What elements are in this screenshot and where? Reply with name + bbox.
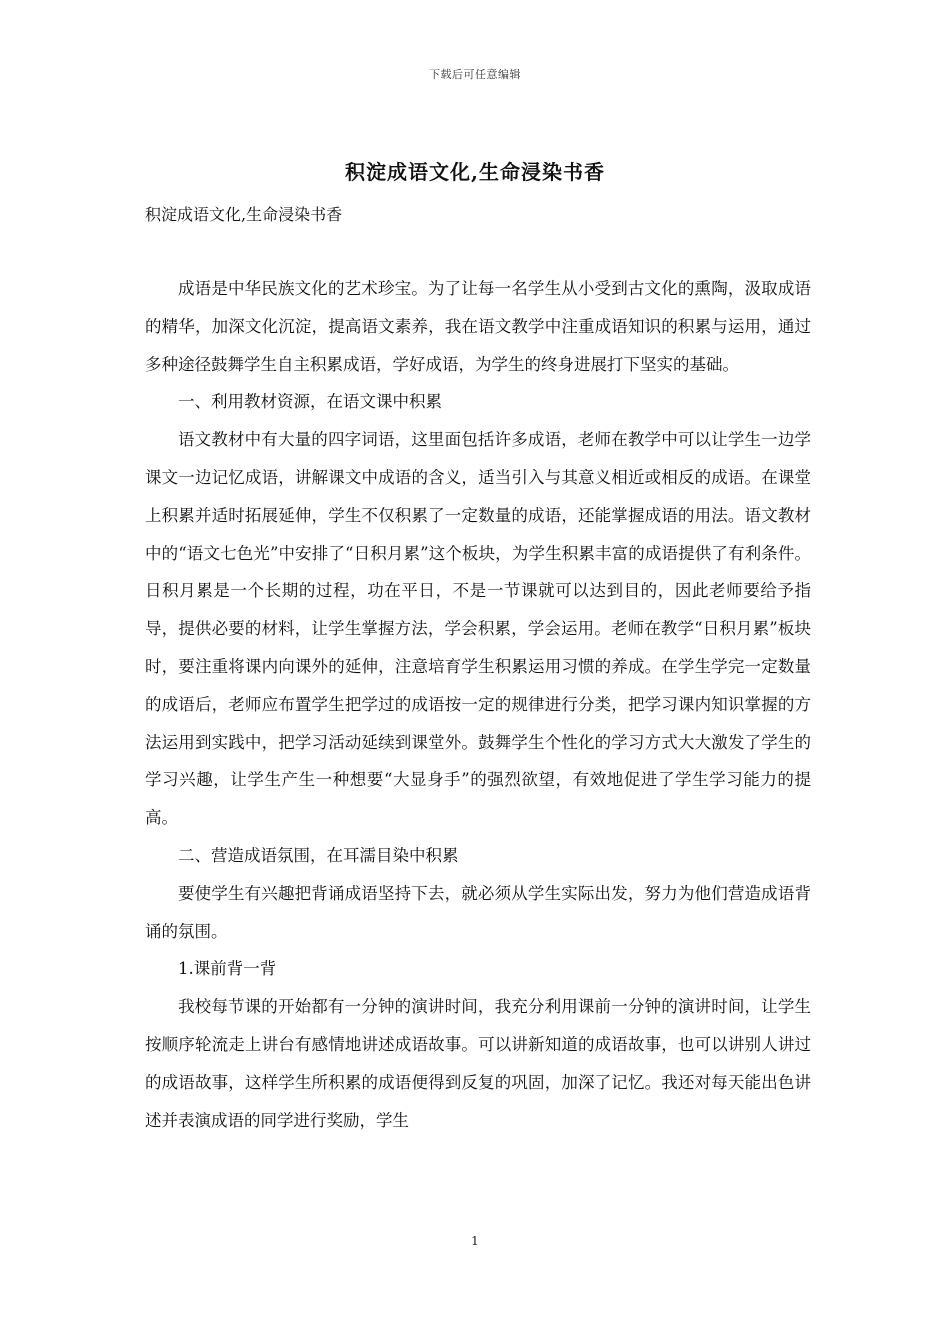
document-body (145, 270, 811, 1139)
paragraph-section-2: 要使学生有兴趣把背诵成语坚持下去，就必须从学生实际出发，努力为他们营造成语背诵的氛围。 (145, 883, 811, 941)
section-heading-1: 一、利用教材资源，在语文课中积累 (178, 392, 442, 412)
paragraph-section-1: 语文教材中有大量的四字词语，这里面包括许多成语，老师在教学中可以让学生一边学课文一边记忆成语，讲解课文中成语的含义，适当引入与其意义相近或相反的成语。在课堂上积累并适时拓展延伸，学生不仅积累了一定数量的成语，还能掌握成语的用法。语文教材中的“语文七色光”中安排了“日积月累”这个板块，为学生积累丰富的成语提供了有利条件。日积月累是一个长期的过程，功在平日，不是一节课就可以达到目的，因此老师要给予指导，提供必要的材料，让学生掌握方法，学会积累，学会运用。老师在教学“日积月累”板块时，要注重将课内向课外的延伸，注意培育学生积累运用习惯的养成。在学生学完一定数量的成语后，老师应布置学生把学过的成语按一定的规律进行分类，把学习课内知识掌握的方法运用到实践中，把学习活动延续到课堂外。鼓舞学生个性化的学习方式大大激发了学生的学习兴趣，让学生产生一种想要“大显身手”的强烈欲望，有效地促进了学生学习能力的提高。 (145, 430, 811, 828)
paragraph-intro: 成语是中华民族文化的艺术珍宝。为了让每一名学生从小受到古文化的熏陶，汲取成语的精华，加深文化沉淀，提高语文素养，我在语文教学中注重成语知识的积累与运用，通过多种途径鼓舞学生自主积累成语，学好成语，为学生的终身进展打下坚实的基础。 (145, 279, 811, 374)
subsection-heading-1: 1.课前背一背 (178, 959, 277, 979)
page-header: 下载后可任意编辑 (429, 68, 521, 81)
paragraph-subsection-1: 我校每节课的开始都有一分钟的演讲时间，我充分利用课前一分钟的演讲时间，让学生按顺序轮流走上讲台有感情地讲述成语故事。可以讲新知道的成语故事，也可以讲别人讲过的成语故事，这样学生所积累的成语便得到反复的巩固，加深了记忆。我还对每天能出色讲述并表演成语的同学进行奖励，学生 (145, 997, 811, 1130)
page-number: 1 (471, 1234, 479, 1248)
document-subtitle: 积淀成语文化,生命浸染书香 (145, 205, 343, 224)
document-title: 积淀成语文化,生命浸染书香 (345, 160, 605, 184)
section-heading-2: 二、营造成语氛围，在耳濡目染中积累 (178, 845, 459, 865)
